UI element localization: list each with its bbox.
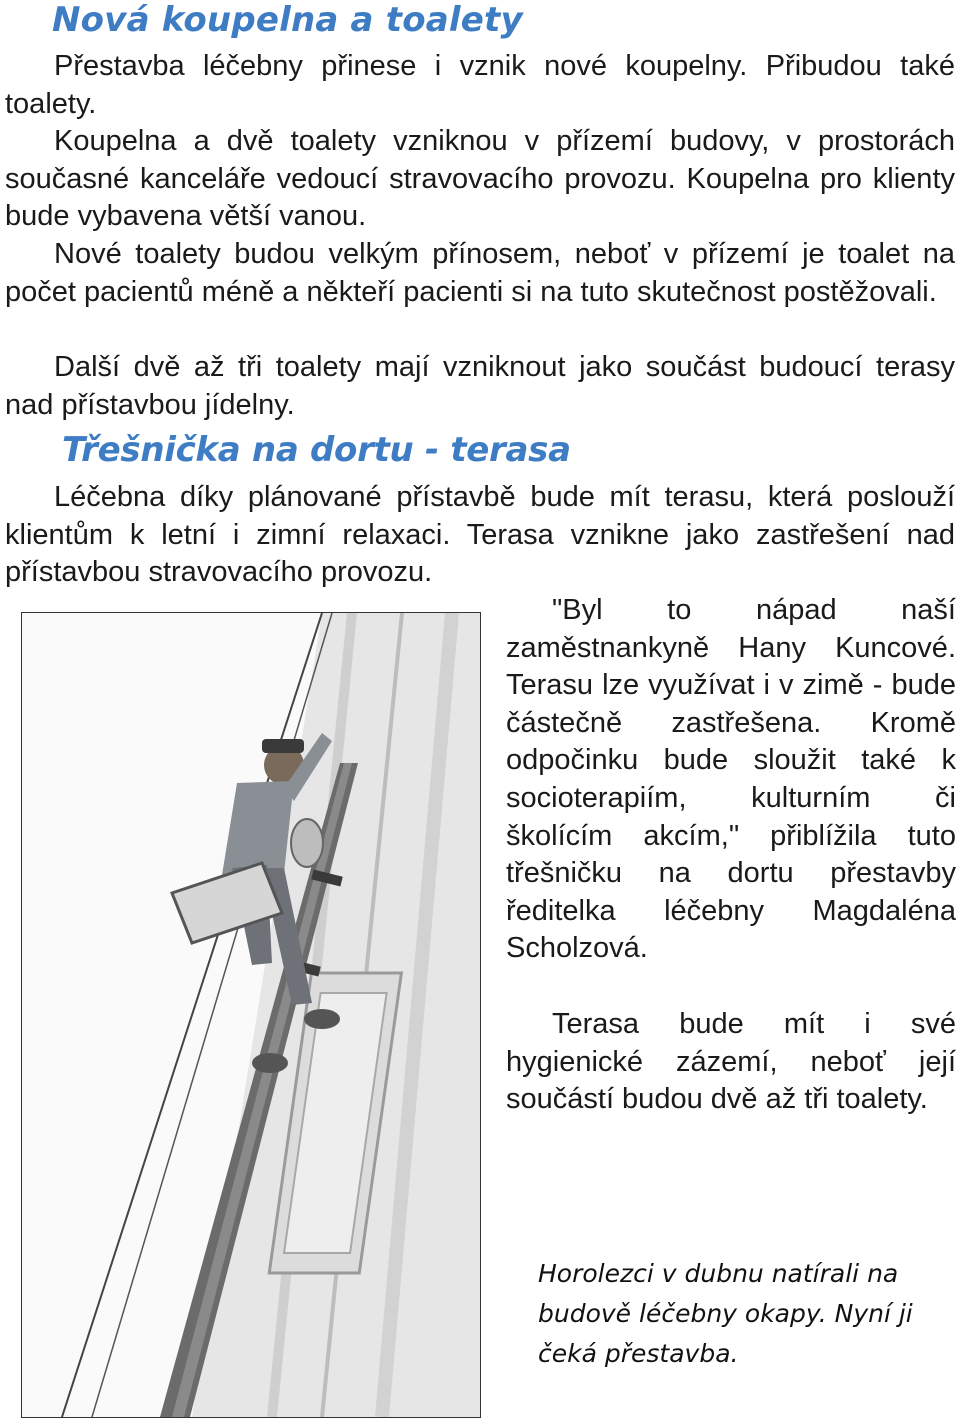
photo-caption: Horolezci v dubnu natírali na budově léčebny okapy. Nyní ji čeká přestavba. — [538, 1259, 913, 1368]
paragraph: Koupelna a dvě toalety vzniknou v přízemí budovy, v prostorách současné kanceláře vedoucí stravovacího provozu. Koupelna pro klienty bude vybavena větší vanou. — [5, 125, 955, 233]
paragraph: Nové toalety budou velkým přínosem, neboť v přízemí je toalet na počet pacientů méně a někteří pacienti si na tuto skutečnost postěžovali. — [5, 238, 955, 308]
quote-paragraph: "Byl to nápad naší zaměstnankyně Hany Kuncové. Terasu lze využívat i v zimě - bude částečně zastřešena. Kromě odpočinku bude sloužit také k socioterapiím, kulturním či školícím akcím," přiblížila tuto třešničku na dortu přestavby ředitelka léčebny Magdaléna Scholzová. — [506, 594, 956, 965]
section-heading-bathroom: Nová koupelna a toalety — [52, 0, 523, 40]
photo-illustration — [22, 613, 480, 1417]
paragraph: Další dvě až tři toalety mají vzniknout jako součást budoucí terasy nad přístavbou jídelny. — [5, 351, 955, 421]
section-heading-terrace: Třešnička na dortu - terasa — [62, 430, 571, 470]
paragraph: Přestavba léčebny přinese i vznik nové koupelny. Přibudou také toalety. — [5, 50, 955, 120]
paragraph: Léčebna díky plánované přístavbě bude mít terasu, která poslouží klientům k letní i zimní relaxaci. Terasa vznikne jako zastřešení nad přístavbou stravovacího provozu. — [5, 481, 955, 589]
closing-paragraph: Terasa bude mít i své hygienické zázemí, neboť její součástí budou dvě až tři toalety. — [506, 1008, 956, 1116]
photo-climber-painting-gutter — [21, 612, 481, 1418]
